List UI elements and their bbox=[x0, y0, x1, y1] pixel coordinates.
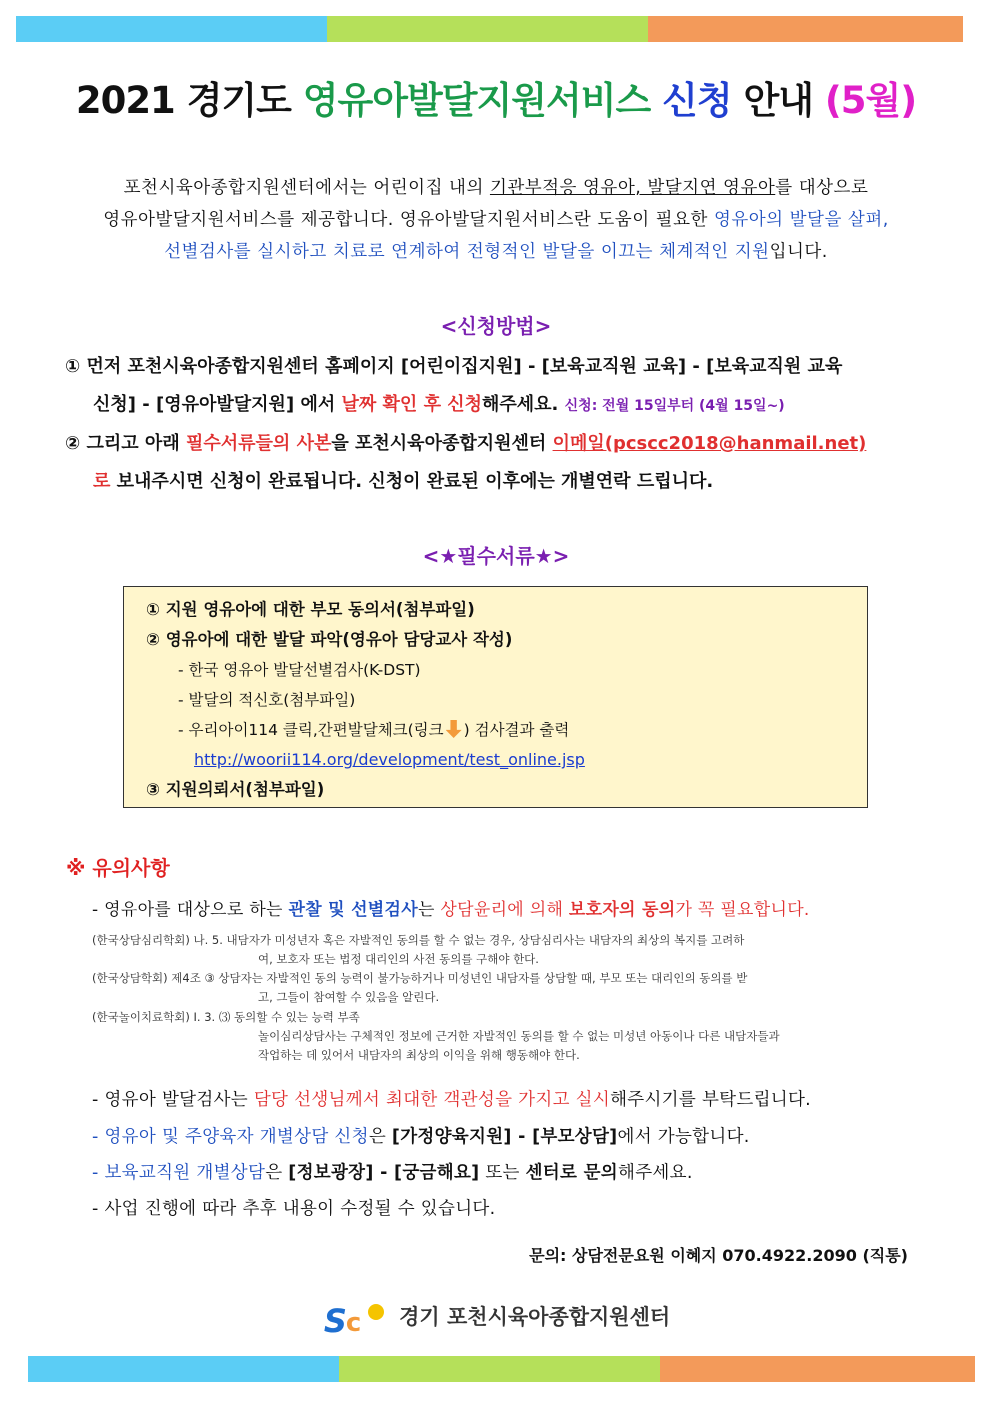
title-year-region: 2021 경기도 bbox=[75, 79, 303, 122]
method-text: 을 포천시육아종합지원센터 bbox=[331, 433, 553, 454]
top-bar-orange-segment bbox=[648, 16, 963, 42]
method-step-2-line-1 bbox=[65, 425, 925, 463]
doc-text: ) 검사결과 출력 bbox=[463, 721, 570, 739]
note-text: - 영유아 발달검사는 bbox=[92, 1090, 254, 1110]
note-text: 또는 bbox=[479, 1163, 526, 1183]
development-check-link[interactable]: http://woorii114.org/development/test_online.jsp bbox=[194, 750, 585, 769]
page-title bbox=[0, 70, 992, 124]
title-month: (5월) bbox=[824, 79, 917, 122]
method-text: 신청] - [영유아발달지원] 에서 bbox=[93, 394, 342, 415]
caution-text: - 영유아를 대상으로 하는 bbox=[92, 900, 289, 920]
note-text: 에서 가능합니다. bbox=[617, 1127, 750, 1147]
law-reference-3 bbox=[92, 1008, 912, 1065]
note-text: 은 bbox=[265, 1163, 289, 1183]
note-menu-path: [가정양육지원] - [부모상담] bbox=[391, 1127, 618, 1147]
law-reference-1 bbox=[92, 931, 912, 969]
law-text: 놀이심리상담사는 구체적인 정보에 근거한 자발적인 동의를 할 수 없는 미성년 아동이나 다른 내담자들과 bbox=[258, 1029, 780, 1043]
caution-highlight: 보호자의 동의 bbox=[568, 900, 676, 920]
method-highlight: 날짜 확인 후 신청 bbox=[341, 394, 482, 415]
contact-info: 문의: 상담전문요원 이혜지 070.4922.2090 (직통) bbox=[529, 1246, 908, 1265]
law-text: (한국놀이치료학회) Ⅰ. 3. ⑶ 동의할 수 있는 능력 부족 bbox=[92, 1010, 360, 1024]
note-highlight: 담당 선생님께서 최대한 객관성을 가지고 실시 bbox=[253, 1090, 611, 1110]
law-reference-2 bbox=[92, 969, 912, 1007]
method-step-1-line-2 bbox=[65, 386, 925, 425]
law-text: 작업하는 데 있어서 내담자의 최상의 이익을 위해 행동해야 한다. bbox=[258, 1048, 580, 1062]
required-docs-box bbox=[123, 586, 868, 808]
method-heading: <신청방법> bbox=[440, 314, 552, 338]
caution-line-1 bbox=[92, 895, 810, 920]
footer-org-name: 경기 포천시육아종합지원센터 bbox=[399, 1305, 671, 1329]
note-4: - 사업 진행에 따라 추후 내용이 수정될 수 있습니다. bbox=[92, 1199, 496, 1219]
top-bar-green-segment bbox=[327, 16, 648, 42]
intro-line-1 bbox=[55, 172, 937, 204]
note-highlight: - 보육교직원 개별상담 bbox=[92, 1163, 266, 1183]
method-highlight: 필수서류들의 사본 bbox=[185, 433, 332, 454]
method-text: ② 그리고 아래 bbox=[65, 433, 186, 454]
method-text: 해주세요. bbox=[482, 394, 565, 415]
method-step-1-line-1: ① 먼저 포천시육아종합지원센터 홈페이지 [어린이집지원] - [보육교직원 교육] - [보육교직원 교육 bbox=[65, 356, 843, 377]
doc-text: - 우리아이114 클릭,간편발달체크(링크 bbox=[178, 721, 444, 739]
intro-highlight: 선별검사를 실시하고 치료로 연계하여 전형적인 발달을 이끄는 체계적인 지원 bbox=[164, 242, 770, 262]
method-steps bbox=[65, 348, 925, 501]
law-text: (한국상담학회) 제4조 ③ 상담자는 자발적인 동의 능력이 불가능하거나 미성년인 내담자를 상담할 때, 부모 또는 대리인의 동의를 받 bbox=[92, 971, 748, 985]
caution-highlight: 상담윤리에 의해 bbox=[440, 900, 569, 920]
caution-text: 는 bbox=[417, 900, 441, 920]
bottom-bar-orange-segment bbox=[660, 1356, 975, 1382]
note-text: 해주세요. bbox=[618, 1163, 693, 1183]
note-2 bbox=[92, 1123, 750, 1148]
intro-line-2 bbox=[55, 204, 937, 236]
intro-highlight: 영유아의 발달을 살펴, bbox=[713, 210, 889, 230]
doc-item-1: ① 지원 영유아에 대한 부모 동의서(첨부파일) bbox=[146, 600, 475, 619]
law-text: 여, 보호자 또는 법정 대리인의 사전 동의를 구해야 한다. bbox=[258, 952, 539, 966]
top-bar-blue-segment bbox=[16, 16, 327, 42]
doc-sub-item-3 bbox=[146, 715, 845, 745]
intro-text: 포천시육아종합지원센터에서는 어린이집 내의 bbox=[123, 178, 490, 198]
note-menu-path: [정보광장] - [궁금해요] bbox=[288, 1163, 480, 1183]
doc-sub-item-1: - 한국 영유아 발달선별검사(K-DST) bbox=[178, 661, 421, 679]
caution-highlight: 가 꼭 필요합니다. bbox=[675, 900, 810, 920]
note-bold: 센터로 문의 bbox=[525, 1163, 619, 1183]
caution-highlight: 관찰 및 선별검사 bbox=[288, 900, 418, 920]
intro-paragraph bbox=[55, 172, 937, 268]
method-text: 보내주시면 신청이 완료됩니다. 신청이 완료된 이후에는 개별연락 드립니다. bbox=[110, 471, 714, 492]
doc-item-3: ③ 지원의뢰서(첨부파일) bbox=[146, 780, 325, 799]
method-apply-date: 신청: 전월 15일부터 (4월 15일~) bbox=[564, 398, 785, 414]
law-text: (한국상담심리학회) 나. 5. 내담자가 미성년자 혹은 자발적인 동의를 할 수 없는 경우, 상담심리사는 내담자의 최상의 복지를 고려하 bbox=[92, 933, 745, 947]
title-apply: 신청 bbox=[650, 79, 732, 122]
doc-item-2: ② 영유아에 대한 발달 파악(영유아 담당교사 작성) bbox=[146, 630, 513, 649]
intro-line-3 bbox=[55, 236, 937, 268]
note-3 bbox=[92, 1159, 693, 1184]
arrow-down-icon bbox=[446, 720, 462, 738]
center-logo-icon: S c bbox=[322, 1300, 392, 1336]
intro-text: 영유아발달지원서비스를 제공합니다. 영유아발달지원서비스란 도움이 필요한 bbox=[103, 210, 714, 230]
note-text: 해주시기를 부탁드립니다. bbox=[610, 1090, 812, 1110]
law-text: 고, 그들이 참여할 수 있음을 알린다. bbox=[258, 990, 440, 1004]
intro-text: 를 대상으로 bbox=[775, 178, 869, 198]
title-service-name: 영유아발달지원서비스 bbox=[302, 79, 651, 122]
note-highlight: - 영유아 및 주양육자 개별상담 신청 bbox=[92, 1127, 369, 1147]
bottom-color-bar bbox=[28, 1356, 975, 1382]
note-text: 은 bbox=[368, 1127, 392, 1147]
title-guide: 안내 bbox=[731, 79, 825, 122]
doc-sub-item-2: - 발달의 적신호(첨부파일) bbox=[178, 691, 356, 709]
email-link[interactable]: 이메일(pcscc2018@hanmail.net) bbox=[552, 433, 867, 454]
bottom-bar-blue-segment bbox=[28, 1356, 339, 1382]
method-highlight: 로 bbox=[93, 471, 111, 492]
intro-target-children: 기관부적응 영유아, 발달지연 영유아 bbox=[489, 178, 776, 198]
bottom-bar-green-segment bbox=[339, 1356, 660, 1382]
intro-text: 입니다. bbox=[769, 242, 828, 262]
top-color-bar bbox=[16, 16, 963, 42]
caution-heading: ※ 유의사항 bbox=[66, 856, 170, 880]
method-step-2-line-2 bbox=[65, 463, 925, 501]
footer-logo bbox=[0, 1300, 992, 1340]
docs-heading: <★필수서류★> bbox=[422, 544, 570, 568]
note-1 bbox=[92, 1086, 811, 1111]
